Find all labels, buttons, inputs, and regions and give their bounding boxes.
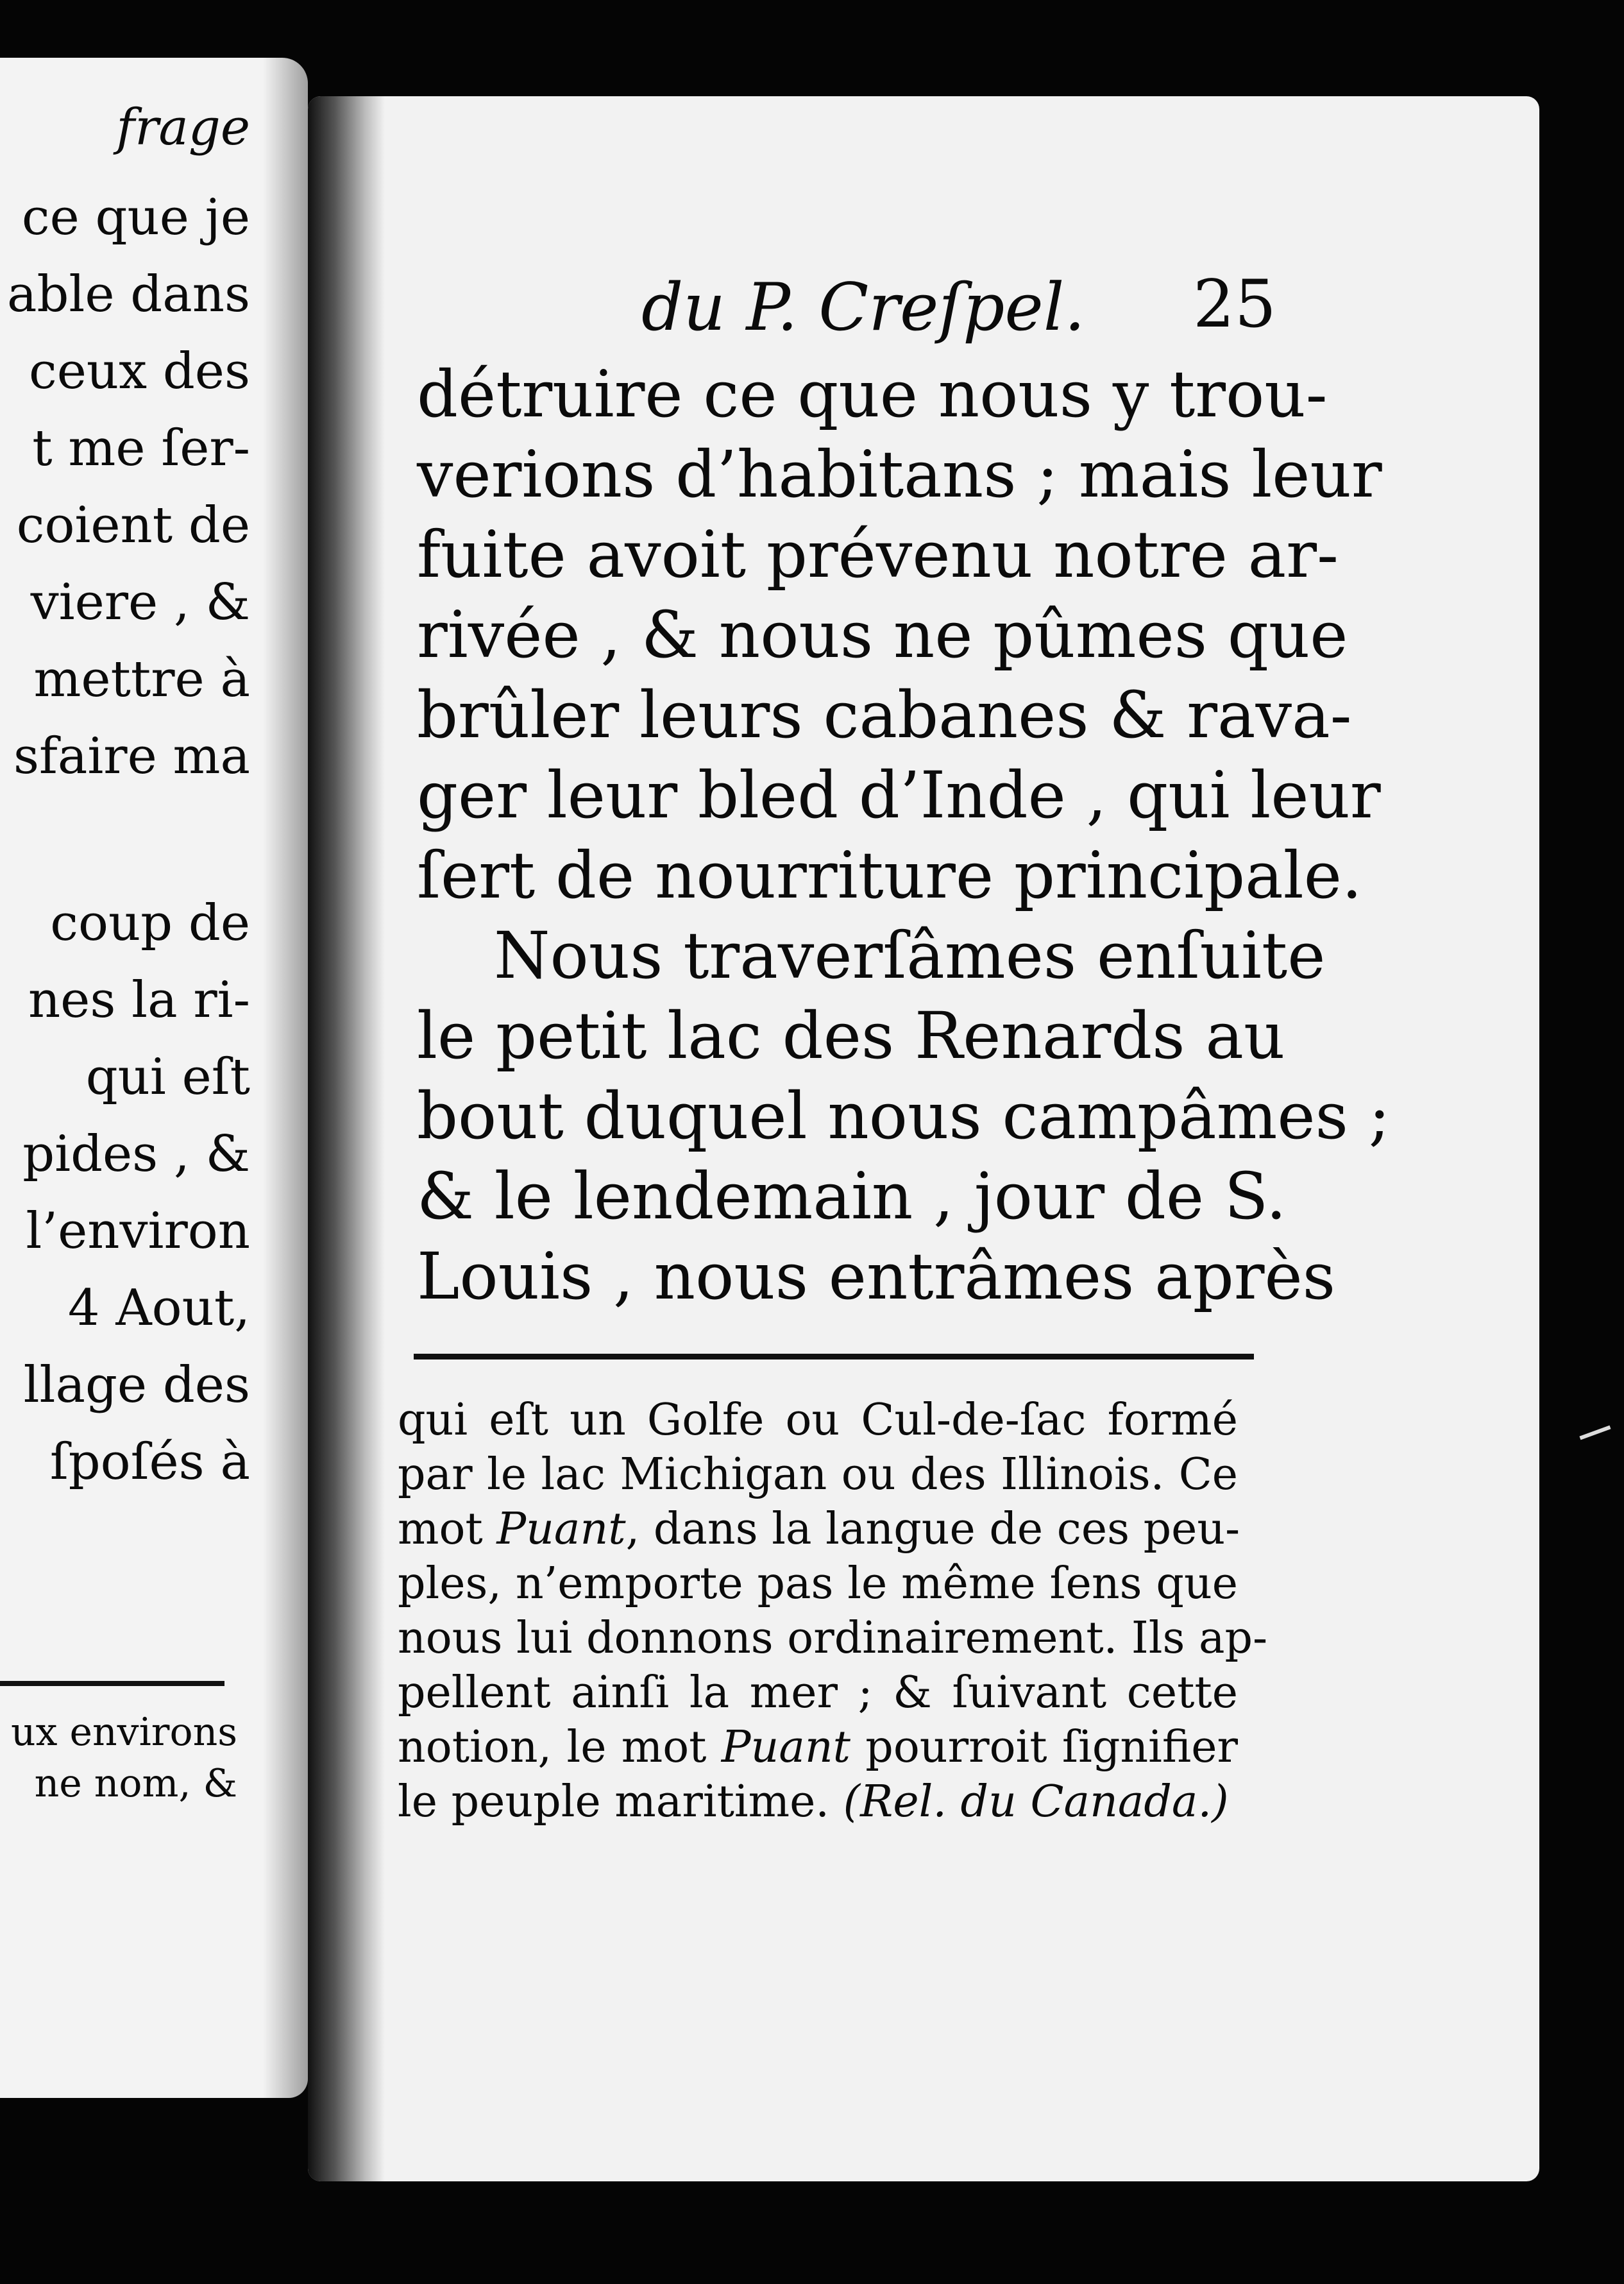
edge-mark [1579, 1426, 1611, 1440]
left-line: ceux des [29, 343, 250, 400]
left-line: pides , & [22, 1125, 250, 1183]
footnote-text: le peuple maritime. [398, 1777, 843, 1827]
left-page-gutter-shadow [263, 58, 308, 2098]
footnote-line: nous lui donnons ordinairement. Ils ap- [398, 1613, 1268, 1664]
body-line: le petit lac des Renards au [417, 998, 1285, 1073]
footnote-italic: Puant [721, 1722, 851, 1773]
body-line: brûler leurs cabanes & rava- [417, 678, 1352, 753]
left-line: coup de [50, 894, 250, 952]
left-line: viere , & [30, 574, 250, 631]
body-line: Nous traverſâmes enſuite [494, 918, 1326, 993]
footnote-rule [414, 1354, 1254, 1359]
gutter-shadow [308, 96, 385, 2181]
left-line: mettre à [33, 651, 250, 708]
page-number: 25 [1193, 266, 1276, 343]
footnote-citation: (Rel. du Canada.) [843, 1777, 1229, 1827]
left-line: frage [116, 99, 250, 157]
footnote-line [398, 1777, 1238, 1827]
left-line: nes la ri- [28, 971, 250, 1029]
left-line: sfaire ma [13, 728, 250, 785]
body-line: rivée , & nous ne pûmes que [417, 597, 1348, 672]
footnote-line: pellent ainſi la mer ; & ſuivant cette [398, 1667, 1238, 1718]
left-line: l’environ [26, 1202, 250, 1260]
left-footnote-line: ux environs [10, 1710, 237, 1755]
footnote-line: par le lac Michigan ou des Illinois. Ce [398, 1449, 1238, 1500]
body-line: fuite avoit prévenu notre ar- [417, 517, 1339, 592]
left-line: llage des [23, 1356, 250, 1414]
body-line: bout duquel nous campâmes ; [417, 1078, 1391, 1154]
body-line: & le lendemain , jour de S. [417, 1159, 1287, 1234]
footnote-line [398, 1722, 1238, 1773]
left-line: ſpoſés à [49, 1433, 250, 1491]
footnote-text: pourroit ſignifier [850, 1722, 1238, 1773]
left-line: t me ſer- [32, 420, 250, 477]
footnote-text: notion, le mot [398, 1722, 722, 1773]
footnote-line: qui eſt un Golfe ou Cul-de-ſac formé [398, 1395, 1238, 1445]
footnote-text: mot [398, 1504, 497, 1555]
running-head: du P. Creſpel. [641, 269, 1085, 346]
right-page [308, 96, 1539, 2181]
body-line: ſert de nourriture principale. [417, 838, 1362, 913]
body-line: verions d’habitans ; mais leur [417, 437, 1382, 512]
footnote-text: , dans la langue de ces peu- [625, 1504, 1240, 1555]
left-line: able dans [6, 266, 250, 323]
left-page [0, 58, 308, 2098]
left-footnote-line: ne nom, & [34, 1761, 237, 1806]
left-line: coient de [16, 497, 250, 554]
body-line: Louis , nous entrâmes après [417, 1239, 1336, 1314]
left-line: 4 Aout, [67, 1279, 250, 1337]
footnote-line: ples, n’emporte pas le même ſens que [398, 1558, 1238, 1609]
left-line: qui eſt [85, 1048, 250, 1106]
left-footnote-rule [0, 1681, 224, 1686]
body-line: détruire ce que nous y trou- [417, 357, 1328, 432]
footnote-line [398, 1504, 1240, 1555]
footnote-italic: Puant [496, 1504, 626, 1555]
body-line: ger leur bled d’Inde , qui leur [417, 758, 1381, 833]
left-line: ce que je [21, 189, 250, 246]
